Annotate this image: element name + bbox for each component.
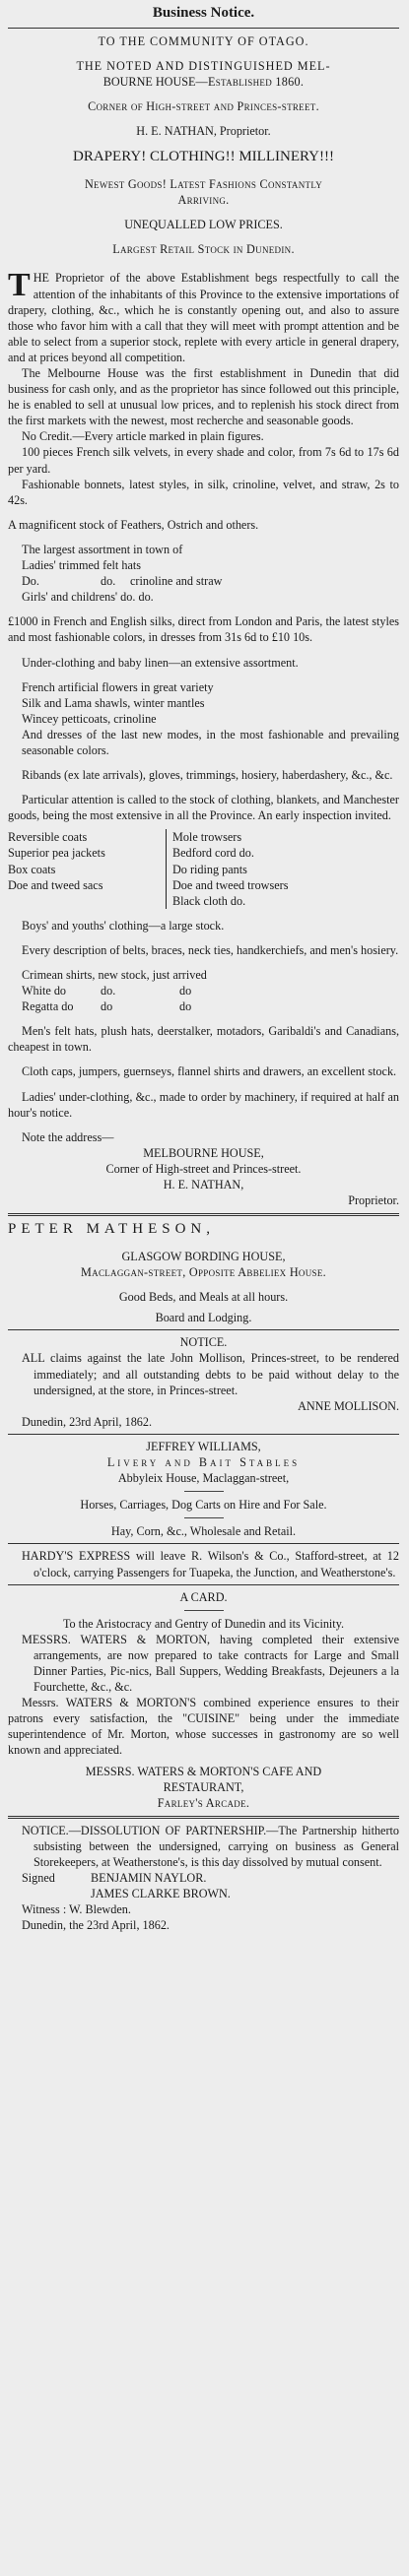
ad-paragraph: £1000 in French and English silks, direct from London and Paris, the latest styles and most fashionable colors, in dresses from 31s 6d to £10 10s. [8,614,399,645]
ad-name: JEFFREY WILLIAMS, [146,1439,261,1453]
ad-address: Maclaggan-street, Opposite Abbeliex House. [81,1265,326,1280]
ad-line: Girls' and childrens' do. do. [22,590,154,605]
list-item: Bedford cord do. [172,846,254,861]
ad-notice-mollison [8,1334,399,1430]
ad-title: THE NOTED AND DISTINGUISHED MEL- [76,58,331,73]
list-item: Box coats [8,862,56,876]
ad-headline: TO THE COMMUNITY OF OTAGO. [98,33,309,48]
ad-unequalled: UNEQUALLED LOW PRICES. [124,218,283,232]
ad-line: Crimean shirts, new stock, just arrived [22,968,207,982]
ad-date: Dunedin, the 23rd April, 1862. [22,1918,170,1933]
ad-title: NOTICE. [179,1335,228,1350]
ad-line: Good Beds, and Meals at all hours. [118,1290,289,1305]
ad-dissolution-notice [8,1823,399,1934]
divider [8,1329,399,1330]
coats-column [8,829,166,908]
ad-paragraph: Messrs. WATERS & MORTON'S combined experience ensures to their patrons every satisfaction, the "CUISINE" being under the immediate superintendence of Mr. Morton, whose successes in gastronomy are so well known and appreciated. [8,1696,399,1758]
ad-title: GLASGOW BORDING HOUSE, [121,1250,286,1264]
list-item: Reversible coats [8,830,88,845]
ad-line: White do do. do [22,984,192,998]
divider [184,1610,224,1611]
ad-intro: THE Proprietor of the above Establishment begs respectfully to call the attention of the inhabitants of this Province to the extensive importations of drapery, clothing, &c., which he is constantly opening out, and also to assure those who favor him with a call that they will meet with prompt attention and be able to select from a superior stock, replete with every article in general drapery, and at prices beyond all competition. [8,267,399,364]
divider [8,28,399,29]
drop-cap: T [8,267,31,304]
ad-paragraph: MESSRS. WATERS & MORTON, having completed their extensive arrangements, are now prepared to take contracts for Large and Small Dinner Parties, Pic-nics, Ball Suppers, Wedding Breakfasts, Dejeuners a la Fourchette, &c., &c. [22,1632,399,1695]
ad-address: H. E. NATHAN, [163,1178,244,1192]
ad-glasgow-bording-house [8,1220,399,1325]
ad-line: Hay, Corn, &c., Wholesale and Retail. [110,1524,297,1539]
ad-title: A CARD. [179,1589,228,1604]
ad-paragraph: Ladies' under-clothing, &c., made to order by machinery, if required at half an hour's notice. [8,1089,399,1120]
divider [8,1213,399,1216]
ad-paragraph: Boys' and youths' clothing—a large stock. [22,918,225,933]
ad-signature: Signed BENJAMIN NAYLOR. [22,1871,207,1886]
ad-melbourne-house [8,33,399,1208]
ad-corner: Corner of High-street and Princes-street. [88,99,319,114]
ad-title-cont: BOURNE HOUSE—Established 1860. [102,74,305,89]
ad-drapery: DRAPERY! CLOTHING!! MILLINERY!!! [73,149,334,165]
divider [184,1491,224,1492]
ad-line: Do. do. crinoline and straw [22,574,223,589]
ad-arriving: Arriving. [177,193,230,208]
ad-line: Horses, Carriages, Dog Carts on Hire and For Sale. [80,1498,327,1513]
ad-paragraph: Every description of belts, braces, neck ties, handkerchiefs, and men's hosiery. [22,942,399,957]
ad-address: Proprietor. [348,1193,399,1208]
ad-line: Board and Lodging. [155,1311,252,1325]
ad-note: Note the address— [22,1129,114,1144]
ad-line: To the Aristocracy and Gentry of Dunedin and its Vicinity. [62,1616,345,1631]
ad-paragraph: A magnificent stock of Feathers, Ostrich and others. [8,517,259,532]
ad-paragraph: Under-clothing and baby linen—an extensive assortment. [22,655,299,670]
divider [8,1584,399,1585]
ad-paragraph: Fashionable bonnets, latest styles, in silk, crinoline, velvet, and straw, 2s to 42s. [8,477,399,507]
ad-paragraph: NOTICE.—DISSOLUTION OF PARTNERSHIP.—The Partnership hitherto subsisting between the undersigned, carrying on business as General Storekeepers, at Weatherstone's, is this day dissolved by mutual consent. [22,1823,399,1870]
ad-signature: ANNE MOLLISON. [298,1398,399,1413]
ad-name: PETER MATHESON, [8,1221,216,1238]
divider [8,1543,399,1544]
divider [8,1816,399,1819]
ad-address: Abbyleix House, Maclaggan-street, [117,1471,290,1486]
ad-largest: Largest Retail Stock in Dunedin. [112,242,295,257]
ad-paragraph: Men's felt hats, plush hats, deerstalker, motadors, Garibaldi's and Canadians, cheapest in town. [8,1024,399,1055]
ad-line: MESSRS. WATERS & MORTON'S CAFE AND [85,1764,322,1778]
ad-paragraph: The Melbourne House was the first establishment in Dunedin that did business for cash only, and as the proprietor has since followed out this principle, he is enabled to sell at unusual low prices, and to replenish his stock direct from the first markets with the newest, most recherche and seasonable goods. [8,366,399,428]
ad-line: Ladies' trimmed felt hats [22,558,141,573]
ad-line: The largest assortment in town of [22,542,183,556]
ad-date: Dunedin, 23rd April, 1862. [22,1414,153,1429]
list-item: Doe and tweed sacs [8,877,103,892]
ad-line: French artificial flowers in great variety [22,679,214,694]
ad-signature: JAMES CLARKE BROWN. [91,1887,231,1901]
ad-paragraph: 100 pieces French silk velvets, in every shade and color, from 7s 6d to 17s 6d per yard. [8,445,399,476]
divider [8,1434,399,1435]
ad-paragraph: And dresses of the last new modes, in the most fashionable and prevailing seasonable colors. [22,727,399,757]
ad-paragraph: HARDY'S EXPRESS will leave R. Wilson's & Co., Stafford-street, at 12 o'clock, carrying Passengers for Tuapeka, the Junction, and Weatherstone's. [22,1549,399,1579]
ad-paragraph: Ribands (ex late arrivals), gloves, trimmings, hosiery, haberdashery, &c., &c. [22,768,393,783]
list-item: Black cloth do. [172,893,246,908]
ad-hardys-express [8,1548,399,1579]
ad-paragraph: No Credit.—Every article marked in plain figures. [22,429,264,444]
list-item: Doe and tweed trowsers [172,877,289,892]
ad-newest: Newest Goods! Latest Fashions Constantly [84,177,323,192]
ad-jeffrey-williams [8,1439,399,1539]
section-header: Business Notice. [152,5,255,21]
trowsers-column [166,829,399,908]
clothing-columns [8,829,399,908]
ad-paragraph: ALL claims against the late John Mollison, Princes-street, to be rendered immediately; and all outstanding debts to be paid without delay to the undersigned, at the store, in Princes-street. [22,1351,399,1397]
ad-line: Farley's Arcade. [157,1795,250,1810]
ad-waters-morton [8,1589,399,1811]
ad-address: MELBOURNE HOUSE, [143,1145,264,1160]
ad-line: Wincey petticoats, crinoline [22,711,157,726]
list-item: Superior pea jackets [8,846,105,861]
ad-line: Silk and Lama shawls, winter mantles [22,695,205,710]
ad-line: RESTAURANT, [163,1779,244,1794]
ad-title: Livery and Bait Stables [106,1455,301,1470]
ad-witness: Witness : W. Blewden. [22,1902,131,1917]
ad-address: Corner of High-street and Princes-street. [105,1161,302,1176]
ad-paragraph: Particular attention is called to the stock of clothing, blankets, and Manchester goods, being the most extensive in all the Province. An early inspection invited. [8,793,399,823]
ad-paragraph: Cloth caps, jumpers, guernseys, flannel shirts and drawers, an excellent stock. [22,1064,397,1079]
list-item: Mole trowsers [172,830,242,845]
list-item: Do riding pants [172,862,247,876]
ad-line: Regatta do do do [22,999,192,1014]
ad-proprietor: H. E. NATHAN, Proprietor. [136,124,271,139]
divider [184,1517,224,1518]
